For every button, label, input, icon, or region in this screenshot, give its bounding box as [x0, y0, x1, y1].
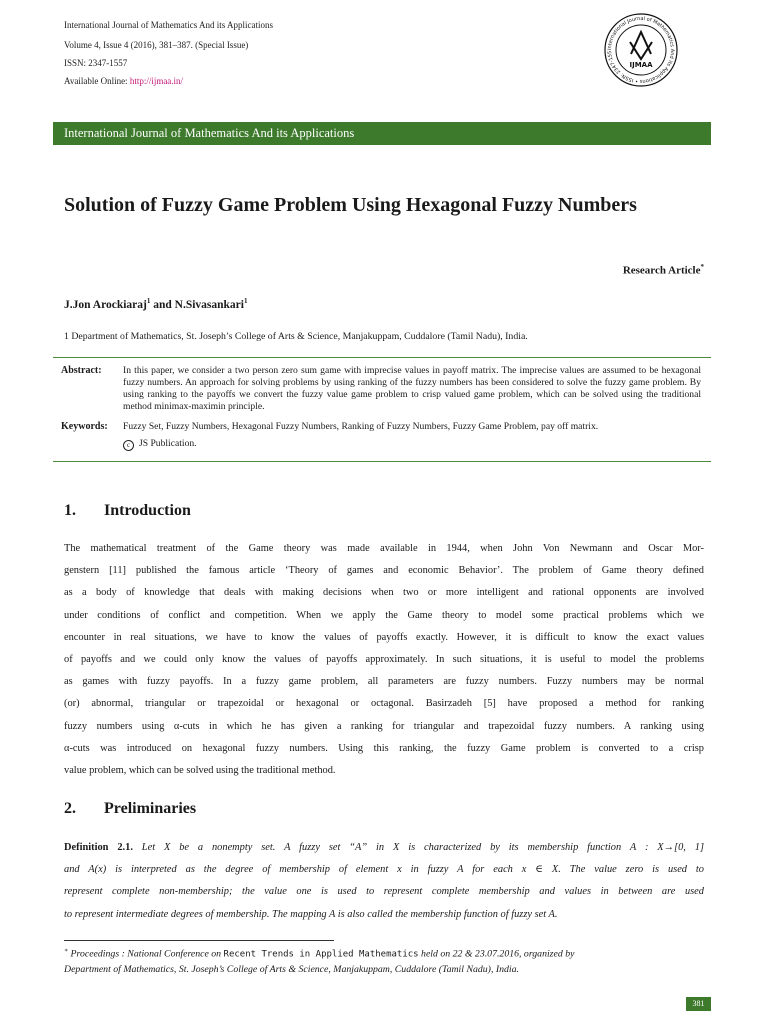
abstract-top-rule: [53, 357, 711, 358]
definition-line: and A(x) is interpreted as the degree of membership of element x in fuzzy A for each x ∈ X. The value zero is used to: [64, 864, 704, 876]
author-1: J.Jon Arockiaraj: [64, 298, 147, 311]
intro-line: The mathematical treatment of the Game theory was made available in 1944, when John Von Newmann and Oscar Mor-: [64, 543, 704, 554]
author-and: and: [150, 298, 175, 311]
author-list: [64, 297, 247, 311]
intro-line: value problem, which can be solved using the traditional method.: [64, 764, 336, 776]
section-number: 1.: [64, 502, 76, 519]
journal-banner: International Journal of Mathematics And its Applications: [53, 122, 711, 145]
footnote-mark: ∗: [64, 948, 69, 954]
abstract-label: Abstract:: [61, 365, 102, 376]
intro-line: (or) abnormal, triangular or trapezoidal or hexagonal or octagonal. Basirzadeh [5] have proposed a method for ranking: [64, 698, 704, 710]
intro-line: encounter in real situations, we have to know the values of payoffs exactly. However, it is difficult to know the exact values: [64, 631, 704, 643]
definition-line: [64, 837, 704, 859]
definition-line: to represent intermediate degrees of membership. The mapping A is also called the membership function of fuzzy set A.: [64, 908, 558, 920]
section-title: Introduction: [104, 502, 191, 519]
footnote-line-1: [64, 944, 705, 962]
copyright-line: [123, 438, 197, 451]
volume-info: Volume 4, Issue 4 (2016), 381–387. (Special Issue): [64, 40, 249, 50]
intro-line: as a body of knowledge that deals with making decisions when two or more intelligent and rational opponents are involved: [64, 587, 704, 599]
footnote-conference-name: Recent Trends in Applied Mathematics: [223, 949, 419, 960]
keywords-label: Keywords:: [61, 421, 108, 432]
affiliation: 1 Department of Mathematics, St. Joseph’s College of Arts & Science, Manjakuppam, Cuddalore (Tamil Nadu), India.: [64, 331, 528, 342]
footnote: [64, 944, 705, 977]
available-label: Available Online:: [64, 76, 130, 86]
journal-url-link[interactable]: http://ijmaa.in/: [129, 76, 184, 86]
footnote-pre: Proceedings : National Conference on: [68, 948, 224, 960]
article-type-footnote-mark: *: [700, 263, 704, 271]
intro-line: α-cuts was introduced on hexagonal fuzzy numbers. Using this ranking, the fuzzy Game problem is converted to a crisp: [64, 742, 704, 754]
intro-line: of payoffs and we could only know the values of payoffs approximately. In such situations, it is useful to model the problems: [64, 653, 704, 665]
journal-name: International Journal of Mathematics And its Applications: [64, 20, 273, 30]
definition-line-text: Let X be a nonempty set. A fuzzy set “A” in X is characterized by its membership function A : X→[0, 1]: [132, 842, 704, 853]
introduction-paragraph: [64, 538, 704, 782]
copyright-text: JS Publication.: [139, 438, 197, 449]
author-2: N.Sivasankari: [174, 298, 244, 311]
section-heading-introduction: [64, 502, 191, 520]
seal-text: International Journal of Mathematics And its Applications • ISSN: 2347-155: [606, 15, 676, 85]
keywords-text: Fuzzy Set, Fuzzy Numbers, Hexagonal Fuzzy Numbers, Ranking of Fuzzy Numbers, Fuzzy Game Problem, pay off matrix.: [123, 421, 599, 432]
intro-line: fuzzy numbers using α-cuts in which he has given a ranking for triangular and trapezoidal fuzzy numbers. A ranking using: [64, 720, 704, 732]
footnote-post: held on 22 & 23.07.2016, organized by: [418, 948, 575, 960]
footnote-rule: [64, 940, 334, 941]
intro-line: as games with fuzzy payoffs. In a fuzzy game problem, all parameters are fuzzy numbers. Fuzzy numbers may be normal: [64, 676, 704, 688]
availability: [64, 76, 183, 86]
intro-line: genstern [11] published the famous article ‘Theory of games and economic Behavior’. The problem of Game theory defined: [64, 565, 704, 577]
author-1-affil: 1: [146, 297, 151, 305]
section-heading-preliminaries: [64, 800, 196, 818]
definition-2-1: [64, 837, 704, 926]
paper-title: Solution of Fuzzy Game Problem Using Hexagonal Fuzzy Numbers: [64, 194, 637, 216]
author-2-affil: 1: [243, 297, 248, 305]
page-number: 381: [686, 997, 711, 1011]
abstract-bottom-rule: [53, 461, 711, 462]
definition-label: Definition 2.1.: [64, 842, 133, 853]
definition-line: represent complete non-membership; the value one is used to represent complete membership and values in between are used: [64, 886, 704, 898]
footnote-line-2: Department of Mathematics, St. Joseph’s College of Arts & Science, Manjakuppam, Cuddalore (Tamil Nadu), India.: [64, 964, 519, 976]
copyright-icon: c: [123, 440, 134, 451]
article-type-label: Research Article: [622, 264, 701, 277]
section-number: 2.: [64, 800, 76, 817]
article-type: [623, 263, 704, 277]
intro-line: under conditions of conflict and competition. When we apply the Game theory to model some practical problems which we: [64, 609, 704, 621]
seal-mark: IJMAA: [629, 61, 653, 69]
issn: ISSN: 2347-1557: [64, 58, 128, 68]
abstract-text: In this paper, we consider a two person zero sum game with imprecise values in payoff matrix. The imprecise values are assumed to be hexagonal fuzzy numbers. An approach for solving problems by using ranking of the fuzzy numbers has been considered to solve the fuzzy game problem. By using ranking to the payoffs we convert the fuzzy value game problem to crisp valued game problem, which can be solved using the traditional method minimax-maximin principle.: [123, 365, 701, 412]
section-title: Preliminaries: [104, 800, 197, 817]
journal-seal-icon: [603, 12, 679, 88]
